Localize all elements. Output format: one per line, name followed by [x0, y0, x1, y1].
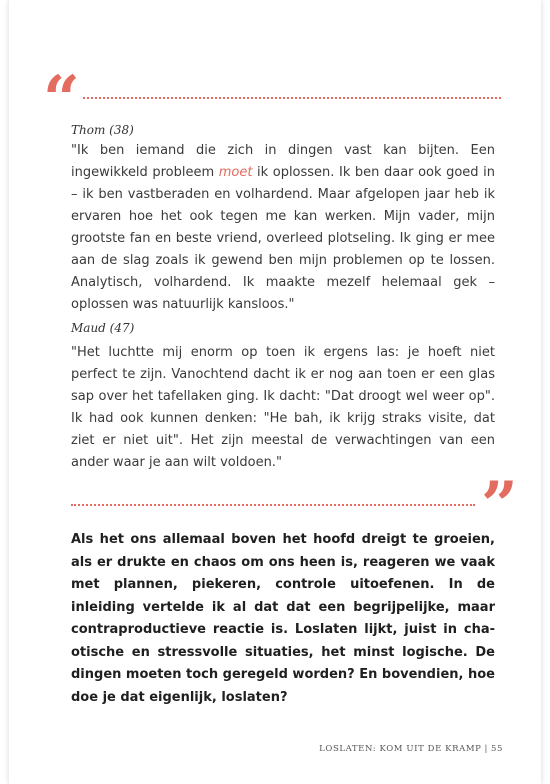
testimonial-quote: "Het luchtte mij enorm op toen ik ergens las: je hoeft niet perfect te zijn. Vanochtend dacht ik er nog aan toen er een glas sap over het tafellaken ging. Ik dacht: "Dat droogt wel weer op". Ik had ook kunnen denken: "He bah, ik krijg straks visite, dat ziet er niet uit". Het zijn meestal de verwachtingen van een ander waar je aan wilt voldoen." — [71, 345, 495, 470]
testimonial-quote — [71, 140, 495, 316]
speaker-name: Maud (47) — [71, 321, 135, 335]
footer-separator: | — [484, 744, 488, 754]
dotted-divider-top — [83, 97, 501, 99]
emphasized-word: moet — [218, 165, 253, 180]
running-head: LOSLATEN: KOM UIT DE KRAMP — [319, 744, 482, 754]
quote-text-start: "Ik ben iemand die zich in dingen vast kan bijten. Een ingewikkeld probleem — [71, 143, 495, 180]
dotted-divider-bottom — [71, 504, 475, 506]
quote-text-end: ik oplossen. Ik ben daar ook goed in – ik ben vastberaden en volhardend. Maar afgelopen jaar heb ik ervaren hoe het ook tegen me kan werken. Mijn vader, mijn grootste fan en beste vriend, overleed plotseling. Ik ging er mee aan de slag zoals ik gewend ben mijn problemen op te lossen. Analytisch, volhardend. Ik maakte mezelf helemaal gek – oplossen was natuurlijk kansloos." — [71, 165, 495, 312]
page-footer — [319, 744, 503, 754]
close-quote-mark: ” — [481, 468, 518, 543]
speaker-name: Thom (38) — [71, 123, 134, 137]
book-page — [9, 0, 541, 784]
page-number: 55 — [490, 744, 503, 754]
body-paragraph: Als het ons allemaal boven het hoofd dreigt te groeien, als er drukte en chaos om ons heen is, reageren we vaak met plannen, piekeren, controle uitoefenen. In de inleiding vertelde ik al dat dat een begrijpelijke, maar contraproductieve reactie is. Loslaten lijkt, juist in chaotische en stressvolle situaties, het minst logische. De dingen moeten toch geregeld worden? En bovendien, hoe doe je dat eigenlijk, loslaten? — [71, 532, 495, 705]
open-quote-mark: “ — [43, 62, 80, 137]
